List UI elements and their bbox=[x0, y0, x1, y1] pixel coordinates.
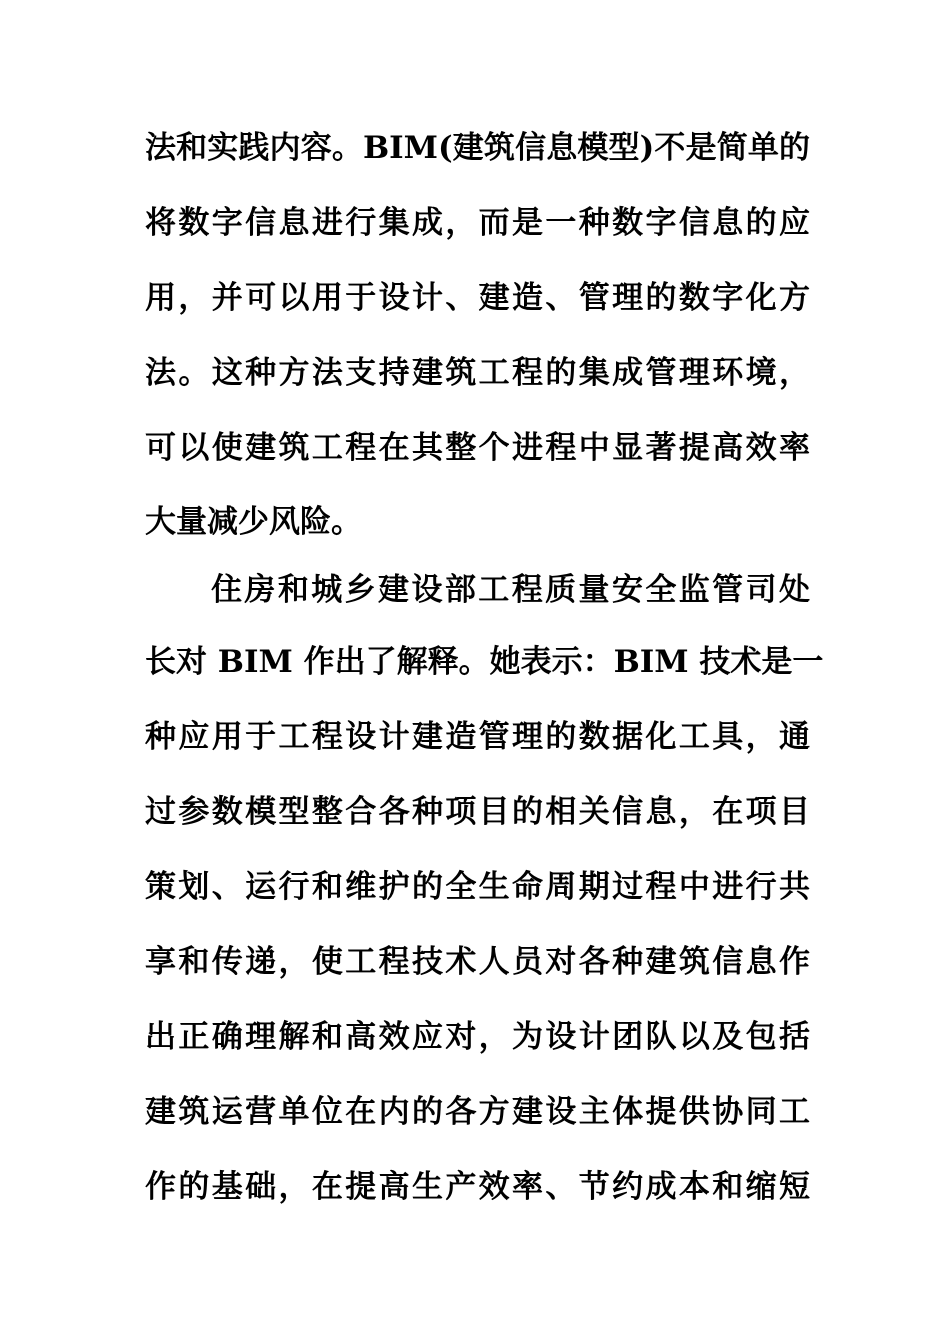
text-line-9: 种应用于工程设计建造管理的数据化工具，通 bbox=[145, 719, 810, 755]
text-line-1: 法和实践内容。BIM(建筑信息模型)不是简单的 bbox=[145, 130, 810, 166]
text-line-11: 策划、运行和维护的全生命周期过程中进行共 bbox=[145, 869, 810, 905]
text-line-2: 将数字信息进行集成，而是一种数字信息的应 bbox=[145, 205, 810, 241]
text-line-7: 住房和城乡建设部工程质量安全监管司处 bbox=[211, 572, 810, 608]
text-line-3: 用，并可以用于设计、建造、管理的数字化方 bbox=[145, 280, 810, 316]
text-line-15: 作的基础，在提高生产效率、节约成本和缩短 bbox=[145, 1169, 810, 1205]
text-line-13: 出正确理解和高效应对，为设计团队以及包括 bbox=[145, 1019, 810, 1055]
text-line-6: 大量减少风险。 bbox=[145, 504, 362, 540]
text-line-5: 可以使建筑工程在其整个进程中显著提高效率 bbox=[145, 430, 810, 466]
text-line-4: 法。这种方法支持建筑工程的集成管理环境， bbox=[145, 355, 810, 391]
text-line-8: 长对 BIM 作出了解释。她表示：BIM 技术是一 bbox=[145, 644, 824, 680]
text-line-10: 过参数模型整合各种项目的相关信息，在项目 bbox=[145, 794, 810, 830]
text-line-12: 享和传递，使工程技术人员对各种建筑信息作 bbox=[145, 944, 810, 980]
text-line-14: 建筑运营单位在内的各方建设主体提供协同工 bbox=[145, 1094, 810, 1130]
